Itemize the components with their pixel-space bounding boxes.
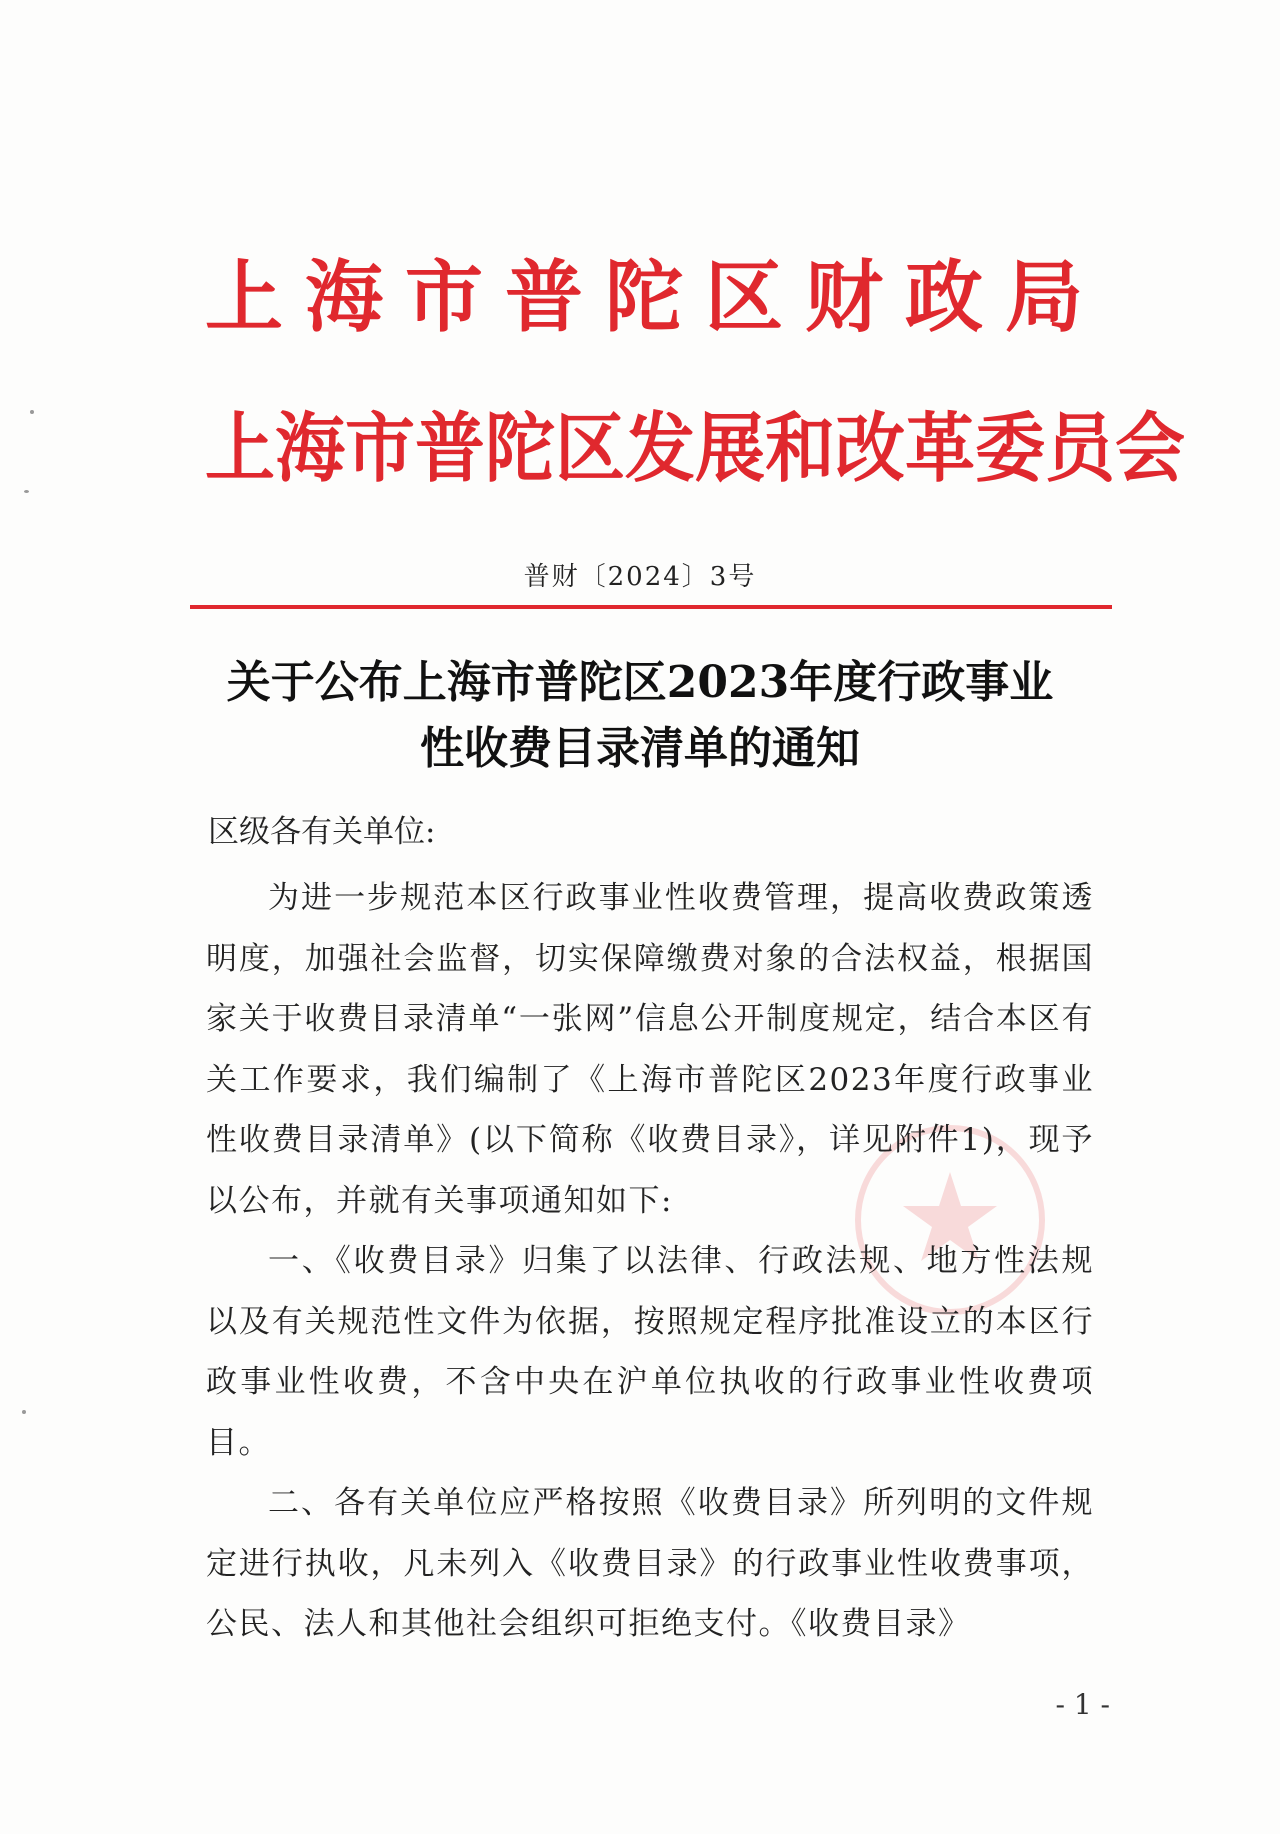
scan-speck bbox=[24, 490, 29, 493]
issuer-finance-bureau: 上海市普陀区财政局 bbox=[205, 252, 1106, 343]
body-paragraph-intro: 为进一步规范本区行政事业性收费管理，提高收费政策透明度，加强社会监督，切实保障缴费对象的合法权益，根据国家关于收费目录清单“一张网”信息公开制度规定，结合本区有关工作要求，我们编制了《上海市普陀区2023年度行政事业性收费目录清单》(以下简称《收费目录》，详见附件1)，现予以公布，并就有关事项通知如下: bbox=[206, 880, 1094, 1219]
page-number: - 1 - bbox=[1055, 1688, 1110, 1721]
body-paragraph-item-1: 一、《收费目录》归集了以法律、行政法规、地方性法规以及有关规范性文件为依据，按照规定程序批准设立的本区行政事业性收费，不含中央在沪单位执收的行政事业性收费项目。 bbox=[206, 1243, 1094, 1461]
scan-speck bbox=[30, 410, 34, 414]
red-divider-line bbox=[190, 605, 1112, 609]
body-paragraph-item-2: 二、各有关单位应严格按照《收费目录》所列明的文件规定进行执收，凡未列入《收费目录》的行政事业性收费事项，公民、法人和其他社会组织可拒绝支付。《收费目录》 bbox=[206, 1485, 1094, 1642]
issuer-development-reform-commission: 上海市普陀区发展和改革委员会 bbox=[205, 403, 1185, 493]
document-title bbox=[180, 650, 1100, 782]
document-title-line-1: 关于公布上海市普陀区2023年度行政事业 bbox=[226, 657, 1054, 708]
document-title-line-2: 性收费目录清单的通知 bbox=[420, 723, 860, 774]
salutation: 区级各有关单位: bbox=[208, 814, 436, 850]
scan-speck bbox=[22, 1410, 26, 1414]
body-text bbox=[206, 868, 1094, 1655]
document-number: 普财〔2024〕3号 bbox=[523, 562, 757, 592]
